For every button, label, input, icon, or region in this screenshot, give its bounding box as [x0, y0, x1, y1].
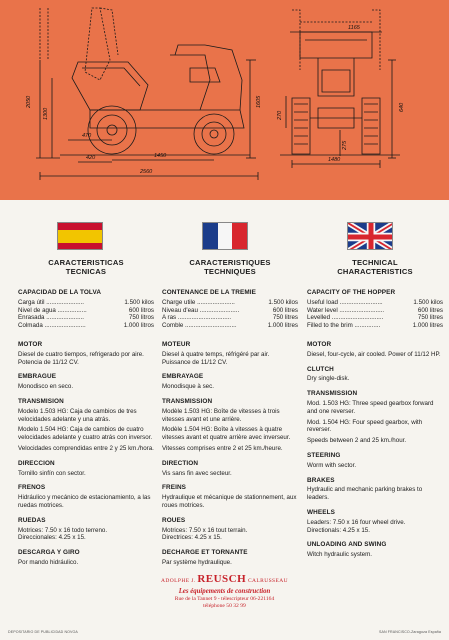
es-transmission-text: Modelo 1.504 HG: Caja de cambios de cuatro velocidades adelante y cuatro atrás con inversor. [18, 426, 153, 442]
fr-clutch-text: Monodisque à sec. [162, 383, 214, 391]
en-transmission-heading: TRANSMISSION [307, 390, 358, 398]
english-column [307, 258, 443, 562]
es-spec-row: Nivel de agua ................. 600 litros [18, 306, 154, 314]
fr-spec-row: Niveau d'eau ....................... 600 litres [162, 306, 298, 314]
french-title: CARACTERISTIQUES TECHNIQUES [189, 258, 271, 276]
dim-length-2560: 2560 [140, 169, 153, 175]
france-flag-icon [202, 222, 248, 250]
en-spec-row: Levelled .............................. 750 litres [307, 314, 443, 322]
fr-spec-row: Charge utile ...................... 1.500 kilos [162, 298, 298, 306]
fr-clutch-heading: EMBRAYAGE [162, 373, 204, 381]
en-clutch-heading: CLUTCH [307, 365, 334, 373]
dim-height-1605: 1605 [256, 95, 262, 108]
french-column [162, 258, 298, 570]
fr-brakes-text: Hydraulique et mécanique de stationnement, aux roues motrices. [162, 494, 297, 509]
es-unload-heading: DESCARGA Y GIRO [18, 549, 80, 557]
es-transmission-text: Velocidades comprendidas entre 2 y 25 km./hora. [18, 444, 154, 452]
dealer-footer [0, 572, 449, 610]
dealer-brand: ADOLPHE J. REUSCH CALRUSSEAU [160, 573, 289, 585]
spanish-title: CARACTERISTICAS TECNICAS [48, 258, 124, 276]
printer-credit: DEPOSITARIO DE PUBLICIDAD NOVOA [8, 630, 78, 634]
front-view-wheels [292, 98, 380, 154]
fr-transmission-text: Vitesses comprises entre 2 et 25 km./heure. [162, 444, 283, 452]
en-spec-row: Water level .......................... 600 litres [307, 306, 443, 314]
en-spec-row: Filled to the brim ............... 1.000 litres [307, 322, 443, 330]
fr-steering-heading: DIRECTION [162, 459, 199, 467]
fr-wheels-text: Directrices: 4.25 x 15. [162, 534, 222, 542]
fr-motor-text: Diesel à quatre temps, réfrigéré par air. Puissance de 11/12 CV. [162, 350, 270, 366]
dealer-address: Rue de la Tannet 9 - télescripteur 06-221164 [174, 596, 275, 602]
es-brakes-text: Hidráulico y mecánico de estacionamiento, a las ruedas motrices. [18, 494, 151, 509]
en-brakes-text: Hydraulic and mechanic parking brakes to leaders. [307, 486, 423, 502]
en-unload-heading: UNLOADING AND SWING [307, 541, 387, 549]
rear-wheel [194, 114, 234, 154]
es-brakes-heading: FRENOS [18, 484, 46, 492]
raised-hopper-outline [85, 8, 118, 80]
es-wheels-text: Motrices: 7.50 x 16 todo terreno. [18, 526, 108, 534]
fr-hopper-heading: CONTENANCE DE LA TREMIE [162, 289, 257, 296]
dumper-blueprint [0, 0, 449, 200]
es-spec-row: Colmada ........................ 1.000 litros [18, 322, 154, 330]
fr-wheels-heading: ROUES [162, 516, 186, 524]
es-wheels-text: Direccionales: 4.25 x 15. [18, 534, 86, 542]
printer-location: SAN FRANCISCO-Zaragoza España [378, 630, 441, 634]
dim-hopper-width-1165: 1165 [348, 25, 360, 31]
es-wheels-heading: RUEDAS [18, 516, 46, 524]
en-transmission-text: Speeds between 2 and 25 km./hour. [307, 437, 407, 445]
english-title: TECHNICAL CHARACTERISTICS [337, 258, 413, 276]
fr-transmission-text: Modèle 1.503 HG: Boîte de vitesses à trois vitesses avant et une arrière. [162, 407, 280, 423]
en-steering-heading: STEERING [307, 451, 341, 459]
en-brakes-heading: BRAKES [307, 476, 335, 484]
en-wheels-text: Directionals: 4.25 x 15. [307, 526, 370, 534]
dim-height-2050: 2050 [26, 95, 32, 108]
language-flags [0, 222, 449, 252]
dealer-tagline: Les équipements de construction [178, 588, 271, 595]
fr-wheels-text: Motrices: 7.50 x 16 tout terrain. [162, 526, 248, 534]
es-steering-text: Tornillo sinfín con sector. [18, 469, 86, 477]
fr-brakes-heading: FREINS [162, 484, 187, 492]
es-unload-text: Por mando hidráulico. [18, 558, 79, 566]
es-clutch-heading: EMBRAGUE [18, 373, 57, 381]
dim-wheelbase-1450: 1450 [154, 153, 167, 159]
en-clutch-text: Dry single-disk. [307, 375, 350, 383]
es-steering-heading: DIRECCION [18, 459, 55, 467]
es-motor-text: Diesel de cuatro tiempos, refrigerado por aire. Potencia de 11/12 CV. [18, 350, 144, 366]
dealer-phone: téléphone 50 32 99 [203, 603, 246, 609]
hopper-side [72, 62, 148, 110]
dim-270: 270 [277, 110, 283, 120]
fr-transmission-text: Modèle 1.504 HG: Boîte à vitesses à quatre vitesses avant et quatre arrière avec inverseur. [162, 426, 291, 442]
fr-steering-text: Vis sans fin avec secteur. [162, 469, 232, 477]
dim-width-1480: 1480 [328, 157, 341, 163]
dim-275: 275 [342, 140, 348, 150]
en-motor-heading: MOTOR [307, 340, 332, 348]
en-unload-text: Witch hydraulic system. [307, 551, 372, 559]
fr-unload-text: Par système hydraulique. [162, 558, 232, 566]
en-hopper-heading: CAPACITY OF THE HOPPER [307, 289, 396, 296]
fr-transmission-heading: TRANSMISSION [162, 397, 213, 405]
en-transmission-text: Mod. 1.504 HG: Four speed gearbox, with reverser. [307, 418, 423, 434]
en-spec-row: Useful load ......................... 1.500 kilos [307, 298, 443, 306]
es-spec-row: Enrasada ...................... 750 litros [18, 314, 154, 322]
es-transmission-heading: TRANSMISION [18, 397, 64, 405]
fr-spec-row: Comble .............................. 1.000 litres [162, 322, 298, 330]
fr-spec-row: A ras ............................... 750 litres [162, 314, 298, 322]
hopper-front [300, 32, 372, 58]
en-transmission-text: Mod. 1.503 HG: Three speed gearbox forward and one reverser. [307, 399, 434, 415]
dim-420: 420 [86, 155, 96, 161]
technical-drawing [0, 0, 449, 200]
spanish-column [18, 258, 154, 570]
fr-motor-heading: MOTEUR [162, 340, 191, 348]
en-steering-text: Worm with sector. [307, 461, 357, 469]
fr-unload-heading: DECHARGE ET TORNANTE [162, 549, 248, 557]
en-motor-text: Diesel, four-cycle, air cooled. Power of 11/12 HP. [307, 350, 441, 358]
es-spec-row: Carga útil ...................... 1.500 kilos [18, 298, 154, 306]
es-hopper-heading: CAPACIDAD DE LA TOLVA [18, 289, 102, 296]
es-transmission-text: Modelo 1.503 HG: Caja de cambios de tres velocidades adelante y una atrás. [18, 407, 137, 423]
dim-470: 470 [82, 133, 92, 139]
front-wheel [88, 106, 136, 154]
es-clutch-text: Monodisco en seco. [18, 383, 74, 391]
dim-height-1300: 1300 [43, 107, 49, 120]
uk-flag-icon [347, 222, 393, 250]
en-wheels-heading: WHEELS [307, 508, 335, 516]
en-wheels-text: Leaders: 7.50 x 16 four wheel drive. [307, 518, 406, 526]
dim-640: 640 [399, 102, 405, 112]
spain-flag-icon [57, 222, 103, 250]
es-motor-heading: MOTOR [18, 340, 43, 348]
